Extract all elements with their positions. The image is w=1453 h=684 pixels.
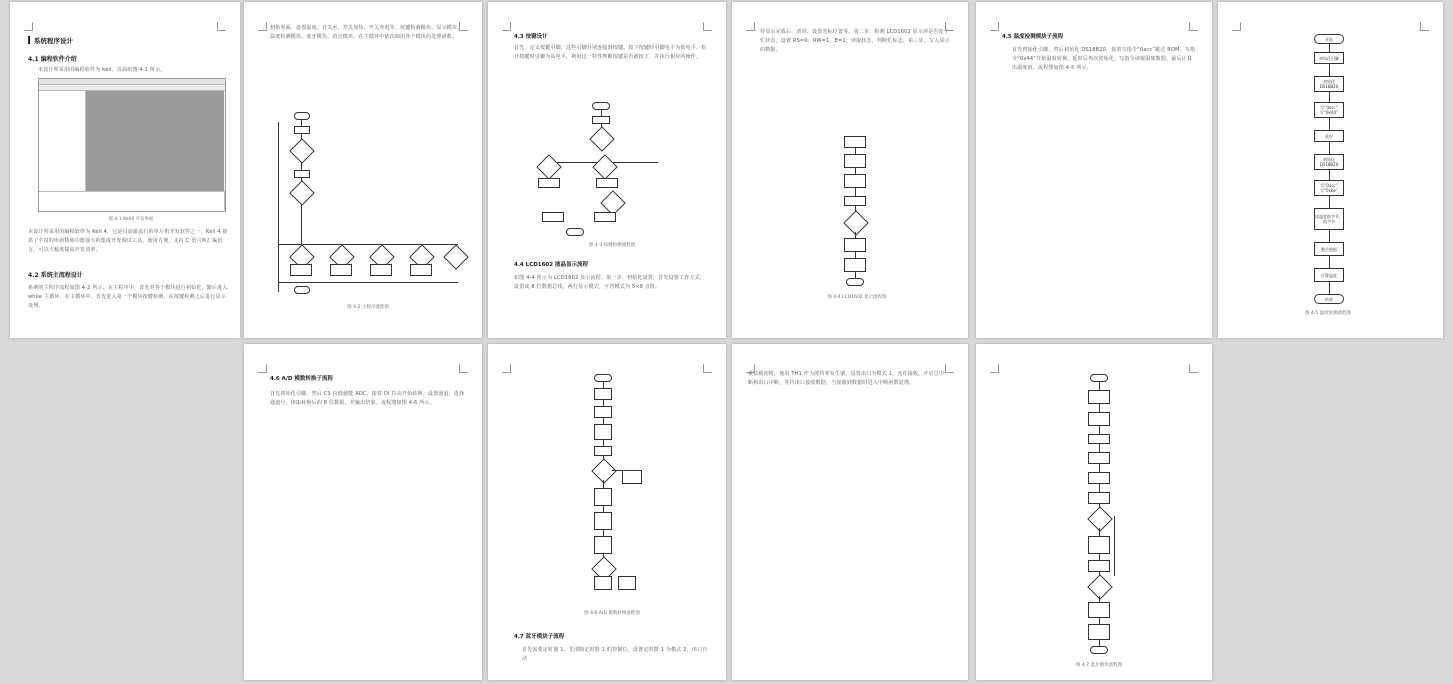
flow-line	[1329, 282, 1330, 294]
flow-line	[855, 188, 856, 196]
doc-page-7	[244, 344, 482, 680]
paragraph: 初始界面，设置温度，开关水，开关加热，开关充电等。按键检测模块、显示模块、温度检测模块、蓝牙模块、语音模块，在主循环中依次调用各个模块的处理函数。	[270, 25, 463, 40]
flow-node	[596, 178, 618, 188]
flow-node	[844, 196, 866, 206]
section-title: 系统程序设计	[34, 37, 73, 45]
page-corner-mark	[217, 22, 226, 31]
flow-node	[594, 512, 612, 530]
flow-line	[1329, 118, 1330, 130]
flow-decision	[443, 244, 468, 269]
flow-line	[1329, 256, 1330, 268]
flow-node	[594, 374, 612, 382]
flow-node	[844, 174, 866, 188]
flow-node	[844, 154, 866, 168]
flow-line	[278, 244, 458, 245]
page-corner-mark	[502, 364, 511, 373]
paragraph: 系统的主程序流程如图 4-2 所示。在主程序中，首先对各个模块进行初始化，随后进入 while 主循环，在主循环中，首先进入第一个模块按键检测，在按键检测之后进行显示处理。	[28, 285, 228, 309]
flow-line	[278, 282, 458, 283]
keil-screenshot-figure	[38, 78, 226, 212]
page-corner-mark	[258, 364, 267, 373]
flow-line	[1329, 64, 1330, 76]
flow-node: 计算温度	[1314, 268, 1344, 282]
flow-node	[844, 238, 866, 252]
page-corner-mark	[1232, 22, 1241, 31]
section-title: 4.4 LCD1602 液晶显示流程	[514, 262, 588, 268]
page-corner-mark	[990, 364, 999, 373]
flow-node	[1088, 390, 1110, 404]
flow-node	[290, 264, 312, 276]
flow-node	[594, 388, 612, 400]
flow-line	[1114, 516, 1115, 576]
flow-node	[592, 116, 610, 124]
flow-node	[1088, 492, 1110, 504]
flow-node	[1090, 374, 1108, 382]
flow-node	[594, 406, 612, 418]
flow-node	[538, 178, 560, 188]
page-corner-mark	[502, 22, 511, 31]
flow-node: 初始化 DS18B20	[1314, 76, 1344, 92]
flow-node-end: 结束	[1314, 294, 1344, 304]
flow-node	[1088, 452, 1110, 464]
subsection-title: 4.1 编程软件介绍	[28, 56, 77, 63]
flow-decision	[289, 138, 314, 163]
section-title: 4.3 按键设计	[514, 34, 548, 40]
flow-node	[594, 576, 612, 590]
flow-decision	[1087, 506, 1112, 531]
flow-line	[1099, 426, 1100, 434]
page-corner-mark	[258, 22, 267, 31]
doc-page-1	[10, 2, 240, 338]
section-title: 4.7 蓝牙模块子流程	[514, 634, 565, 640]
flow-node	[1088, 412, 1110, 426]
flow-line	[603, 480, 604, 488]
flow-node	[594, 536, 612, 554]
flow-line	[1099, 528, 1100, 536]
flow-line	[1099, 484, 1100, 492]
paragraph: 首先初始化引脚，然后 CS 拉低使能 ADC，接着 DI 拉高开始转换，设置通道，选择通道号，读取转换后的 8 位数据，并输出结果。流程图如图 4-6 所示。	[270, 391, 465, 406]
doc-page-3	[488, 2, 726, 338]
page-corner-mark	[703, 364, 712, 373]
flow-line	[1329, 170, 1330, 180]
flow-node: 延时	[1314, 130, 1344, 142]
doc-page-4	[732, 2, 968, 338]
page-corner-mark	[24, 22, 33, 31]
flow-line	[1099, 382, 1100, 390]
figure-caption: 图 4-3 按键检测流程图	[588, 243, 636, 248]
doc-page-2	[244, 2, 482, 338]
figure-caption: 图 4-5 温度检测流程图	[1304, 311, 1352, 316]
flow-line	[301, 162, 302, 170]
flow-node	[294, 126, 310, 134]
flow-node	[844, 136, 866, 148]
figure-caption: 图 4-6 A/D 模数转换流程图	[584, 611, 640, 616]
flow-line	[1099, 444, 1100, 452]
flow-node	[566, 228, 584, 236]
flow-decision	[1087, 574, 1112, 599]
doc-page-6	[1218, 2, 1443, 338]
paragraph: 待显示完成后，清屏、设置光标位置等。第二步，检测 LCD1602 显示屏是否处于忙状态，设置 RS=0，RW=1，E=1，读取状态，判断忙标志。第三步，写入显示的数据。	[760, 29, 950, 53]
paragraph: 首先，定义按键引脚，这些引脚分别连接到按键。按下按键时引脚电平为低电平，松开按键时引脚为高电平，利用这一特性判断按键是否被按下，并执行相应的操作。	[514, 45, 707, 60]
flow-node: 整合数据	[1314, 242, 1344, 256]
flow-line	[1099, 404, 1100, 412]
flow-decision	[589, 126, 614, 151]
subsection-title: 4.2 系统主流程设计	[28, 272, 83, 279]
flow-line	[1329, 44, 1330, 52]
flow-line	[1329, 142, 1330, 154]
flow-node	[618, 576, 636, 590]
flow-node	[592, 102, 610, 110]
flow-node-start: 开始	[1314, 34, 1344, 44]
flow-decision	[843, 210, 868, 235]
flow-node	[1090, 646, 1108, 654]
figure-caption: 图 4-7 蓝牙模块流程图	[1075, 663, 1123, 668]
flow-node	[410, 264, 432, 276]
paragraph: 如图 4-4 所示为 LCD1602 显示流程。第一步，初始化设置，首先设置工作方式，设置成 8 位数据总线，两行显示模式，字符模式为 5×8 点阵。	[514, 275, 705, 290]
flow-decision	[591, 458, 616, 483]
page-corner-mark	[703, 22, 712, 31]
paragraph: 首先需要定时器 1，先清除定时器 1 的控制位，设置定时器 1 为模式 2，串口自动	[522, 647, 708, 662]
flow-line	[1329, 196, 1330, 208]
flow-line	[301, 204, 302, 244]
flow-node: 读温度低字节、高字节	[1314, 208, 1344, 230]
flow-node	[1088, 434, 1110, 444]
flow-node	[1088, 472, 1110, 484]
doc-page-8	[488, 344, 726, 680]
project-panel	[39, 91, 86, 199]
flow-node: 初始化引脚	[1314, 52, 1344, 64]
section-title: 4.5 温度检测模块子流程	[1002, 34, 1064, 40]
flow-node	[294, 170, 310, 178]
flow-node: 初始化 DS18B20	[1314, 154, 1344, 170]
flow-node	[542, 212, 564, 222]
paragraph: 本设计所采用的编程软件为 Keil 4，它是目前最流行的单片机开发软件之一。Keil 4 提供了丰富的库函数和功能强大的集成开发调试工具，使用方便，支持 C 语言和汇编语言，可以大幅度提高开发效率。	[28, 229, 228, 253]
doc-page-10	[976, 344, 1212, 680]
flow-node: 写“0xcc” 写“0x44”	[1314, 102, 1344, 118]
flow-node	[294, 286, 310, 294]
flow-line	[278, 122, 279, 292]
flow-node	[1088, 624, 1110, 640]
figure-caption: 图 4-1 Keil4 开发界面	[108, 217, 154, 222]
page-corner-mark	[746, 22, 755, 31]
figure-caption: 图 4-2 主程序流程图	[347, 305, 389, 310]
flow-decision	[536, 154, 561, 179]
figure-caption: 图 4-4 LCD1602 显示流程图	[827, 295, 887, 300]
doc-page-5	[976, 2, 1212, 338]
flow-node	[1088, 560, 1110, 572]
paragraph: 首先初始化引脚，然后初始化 DS18B20，接着写指令“0xcc”跳过 ROM，写指令“0x44”开始温度转换，延时后再次初始化，写指令读取温度数据，最后计算出温度值。流程图如图 4-5 所示。	[1012, 47, 1196, 71]
flow-line	[1099, 464, 1100, 472]
flow-node	[622, 470, 642, 484]
flow-line	[1329, 92, 1330, 102]
flow-decision	[592, 154, 617, 179]
page-corner-mark	[990, 22, 999, 31]
section-title: 4.6 A/D 模数转换子流程	[270, 376, 333, 382]
flow-node	[330, 264, 352, 276]
page-corner-mark	[459, 364, 468, 373]
page-corner-mark	[1189, 364, 1198, 373]
output-panel	[39, 191, 225, 210]
flow-node	[1088, 602, 1110, 618]
flow-node	[594, 446, 612, 456]
paragraph: 重装载初值，使用 TH1 作为波特率发生器，设置串口为模式 1，允许接收，开启总中断和串口中断，等待串口接收数据，当接收到数据时进入中断函数处理。	[748, 371, 945, 386]
flow-node	[594, 424, 612, 440]
page-corner-mark	[1420, 22, 1429, 31]
flow-node: 写“0xcc” 写“0xbe”	[1314, 180, 1344, 196]
flow-line	[1329, 230, 1330, 242]
flow-node	[594, 212, 616, 222]
editor-area	[86, 91, 224, 191]
flow-node	[1088, 536, 1110, 554]
page-corner-mark	[1189, 22, 1198, 31]
heading-marker	[28, 36, 30, 44]
paragraph: 本设计所采用的编程软件为 keil，页面如图 4-1 所示。	[38, 67, 166, 73]
flow-node	[844, 258, 866, 272]
flow-node	[846, 278, 864, 286]
flow-decision	[289, 180, 314, 205]
flow-node	[370, 264, 392, 276]
flow-node	[294, 112, 310, 120]
doc-page-9	[732, 344, 968, 680]
flow-node	[594, 488, 612, 506]
